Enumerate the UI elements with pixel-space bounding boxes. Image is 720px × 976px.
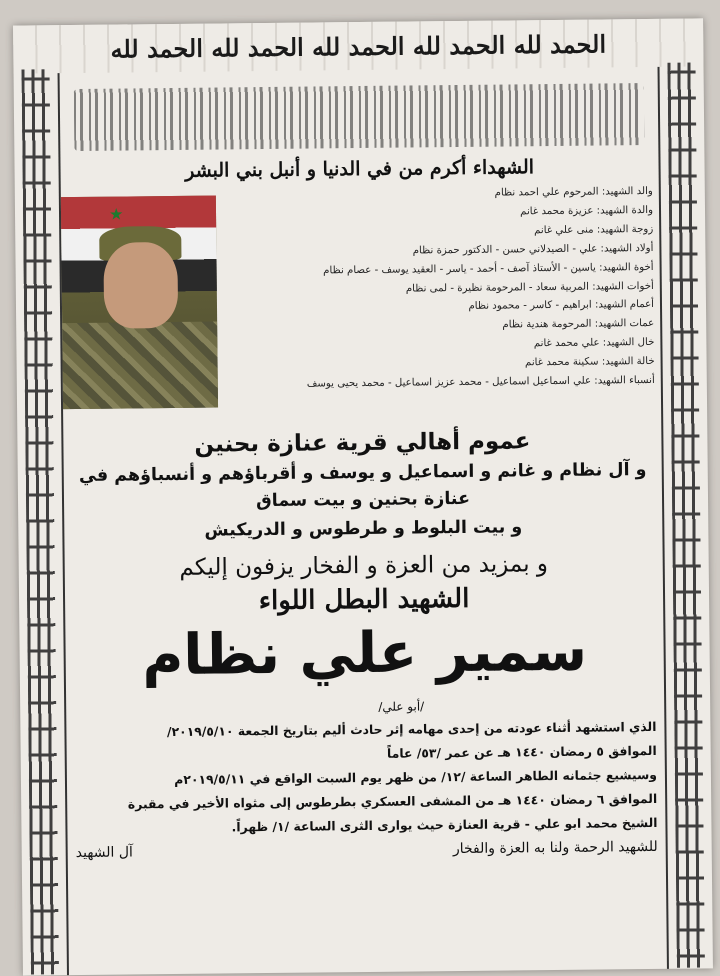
family-list xyxy=(233,183,655,395)
nickname: /أبو علي/ xyxy=(378,699,425,714)
list-item: والدة الشهيد: عزيزة محمد غانم xyxy=(520,204,654,218)
left-border-ornament xyxy=(22,69,59,974)
list-item: أخوات الشهيد: المربية سعاد - المرحومة نظيرة - لمى نظام xyxy=(405,280,654,295)
list-item: زوجة الشهيد: منى علي غانم xyxy=(534,223,654,237)
top-border-text: الحمد لله الحمد لله الحمد لله الحمد لله الحمد لله xyxy=(110,28,607,64)
detail-line: الموافق ٥ رمضان ١٤٤٠ هـ عن عمر /٥٣/ عاماً xyxy=(386,742,657,761)
face-shape xyxy=(103,242,178,329)
quran-verse-calligraphy xyxy=(74,83,645,151)
handwritten-line: و بمزيد من العزة و الفخار يزفون إليكم xyxy=(179,551,549,581)
details-paragraph xyxy=(66,715,665,841)
martyr-name: سمير علي نظام xyxy=(141,618,588,689)
closing-line xyxy=(68,839,666,861)
top-border-strip xyxy=(13,18,703,73)
announcers-line-2: و آل نظام و غانم و اسماعيل و يوسف و أقرباؤهم و أنسباؤهم في عنازة بحنين و بيت سماق xyxy=(78,460,647,512)
list-item: خال الشهيد: علي محمد غانم xyxy=(533,337,655,350)
announcers-line-3: و بيت البلوط و طرطوس و الدريكيش xyxy=(204,517,523,541)
right-border-ornament xyxy=(667,62,704,967)
detail-line: الشيخ محمد ابو علي - قرية العنازة حيث يوارى الثرى الساعة /١/ ظهراً. xyxy=(231,814,658,835)
list-item: عمات الشهيد: المرحومة هندية نظام xyxy=(502,318,655,331)
list-item: أخوة الشهيد: ياسين - الأستاذ آصف - أحمد - ياسر - العقيد يوسف - عصام نظام xyxy=(323,261,654,277)
headline: الشهداء أكرم من في الدنيا و أنبل بني البشر xyxy=(185,156,535,182)
star-icon: ★ xyxy=(108,204,124,224)
list-item: والد الشهيد: المرحوم علي احمد نظام xyxy=(494,185,653,199)
obituary-content xyxy=(58,67,669,975)
list-item: أولاد الشهيد: علي - الصيدلاني حسن - الدكتور حمزة نظام xyxy=(412,242,654,257)
closing-right: للشهيد الرحمة ولنا به العزة والفخار xyxy=(452,838,658,858)
list-item: أنسباء الشهيد: علي اسماعيل اسماعيل - محمد عزيز اسماعيل - محمد يحيى يوسف xyxy=(306,375,655,390)
list-item: أعمام الشهيد: ابراهيم - كاسر - محمود نظام xyxy=(468,299,655,313)
closing-left: آل الشهيد xyxy=(75,844,133,862)
martyr-photo xyxy=(61,196,218,410)
uniform-shape xyxy=(62,322,218,410)
detail-line: وسيشيع جثمانه الطاهر الساعة /١٢/ من ظهر يوم السبت الواقع في ٢٠١٩/٥/١١م xyxy=(174,766,657,787)
list-item: خالة الشهيد: سكينة محمد غانم xyxy=(524,356,655,369)
rank-title: الشهيد البطل اللواء xyxy=(258,583,470,617)
family-block xyxy=(61,183,661,427)
detail-line: الذي استشهد أثناء عودته من إحدى مهامه إثر حادث أليم بتاريخ الجمعة ٢٠١٩/٥/١٠/ xyxy=(166,718,657,740)
detail-line: الموافق ٦ رمضان ١٤٤٠ هـ من المشفى العسكري بطرطوس إلى مثواه الأخير في مقبرة xyxy=(127,790,658,812)
obituary-sheet xyxy=(13,18,713,975)
announcers-line-1: عموم أهالي قرية عنازة بحنين xyxy=(194,428,531,458)
